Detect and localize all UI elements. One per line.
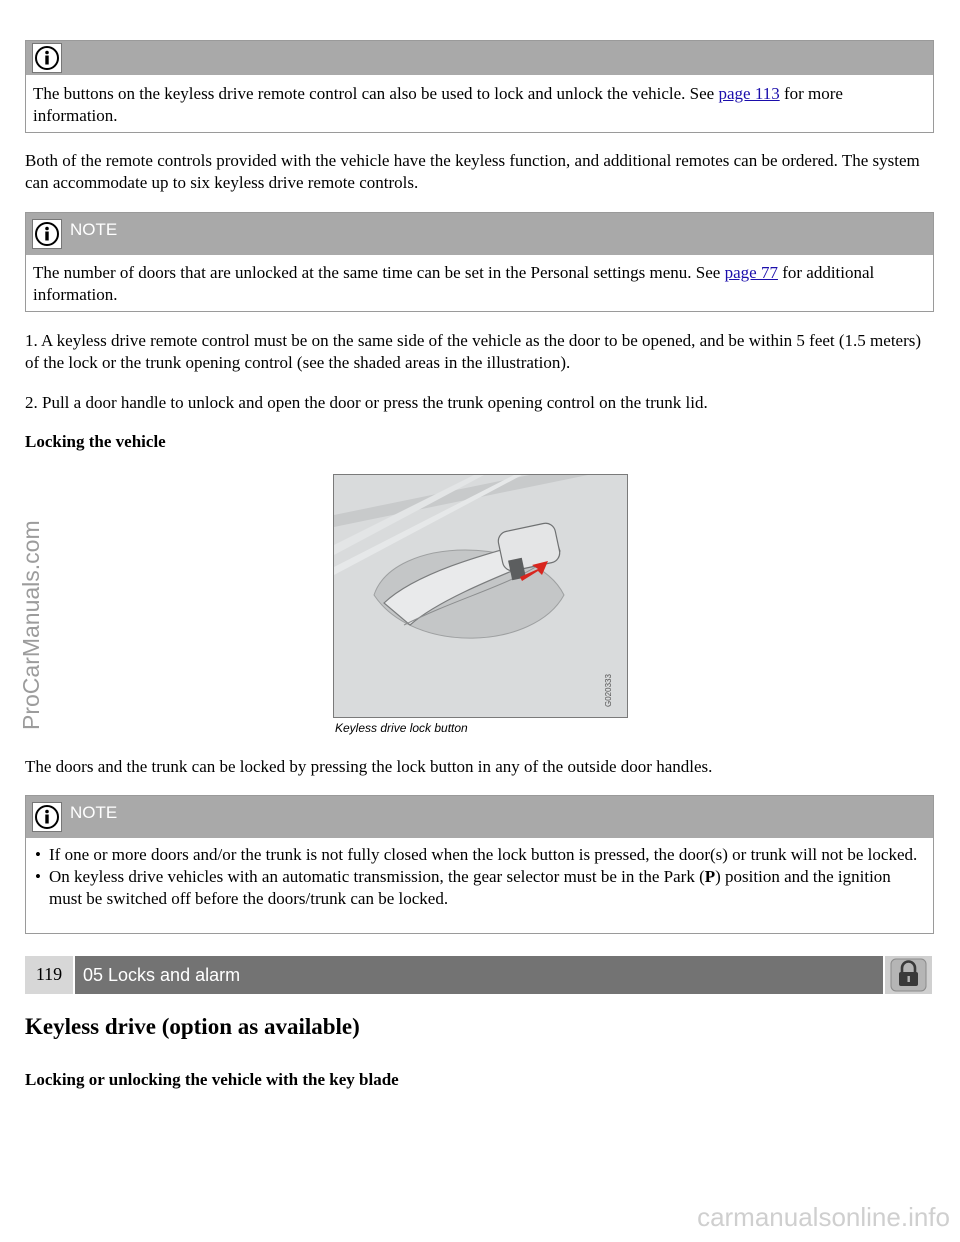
door-handle-illustration	[333, 474, 628, 718]
note-header-bar	[26, 41, 933, 75]
info-icon	[32, 219, 62, 249]
side-watermark: ProCarManuals.com	[18, 520, 44, 730]
info-icon	[32, 43, 62, 73]
note-text: for more information.	[33, 84, 843, 125]
footer-watermark: carmanualsonline.info	[697, 1202, 950, 1232]
list-item	[33, 866, 926, 910]
lock-icon	[885, 956, 932, 994]
park-letter: P	[704, 867, 716, 886]
note-body	[26, 75, 933, 133]
page-link[interactable]: page 77	[724, 263, 778, 282]
note-text: The buttons on the keyless drive remote control can also be used to lock and unlock the vehicle. See	[33, 84, 719, 103]
note-label: NOTE	[70, 803, 118, 822]
body-paragraph: The doors and the trunk can be locked by pressing the lock button in any of the outside door handles.	[25, 757, 713, 776]
step-1: 1. A keyless drive remote control must be on the same side of the vehicle as the door to be opened, and be within 5 feet (1.5 meters) of the lock or the trunk opening control (see the shaded areas in the illustration).	[25, 331, 922, 372]
section-title: Keyless drive (option as available)	[25, 1014, 360, 1039]
info-note-box	[25, 40, 934, 133]
bullet-text: If one or more doors and/or the trunk is not fully closed when the lock button is pressed, the door(s) or trunk will not be locked.	[49, 845, 918, 864]
bullet-text: ) position and the ignition must be switched off before the doors/trunk can be locked.	[49, 867, 891, 908]
subheading: Locking or unlocking the vehicle with the key blade	[25, 1070, 399, 1089]
note-box	[25, 795, 934, 934]
info-icon	[32, 802, 62, 832]
note-header-bar	[26, 213, 933, 255]
step-2: 2. Pull a door handle to unlock and open the door or press the trunk opening control on the trunk lid.	[25, 393, 708, 412]
note-text: for additional information.	[33, 263, 875, 304]
note-bullet-list	[33, 844, 926, 910]
note-header-bar	[26, 796, 933, 838]
page-number: 119	[25, 956, 73, 994]
list-item	[33, 844, 926, 866]
figure-caption: Keyless drive lock button	[335, 721, 468, 735]
bullet-text: On keyless drive vehicles with an automatic transmission, the gear selector must be in the Park (	[49, 867, 705, 886]
note-body	[26, 255, 933, 312]
chapter-bar	[25, 956, 932, 994]
note-body	[26, 838, 933, 916]
chapter-title: 05 Locks and alarm	[75, 956, 883, 994]
door-handle-drawing	[334, 475, 627, 717]
note-text: The number of doors that are unlocked at the same time can be set in the Personal settings menu. See	[33, 263, 725, 282]
page-link[interactable]: page 113	[718, 84, 780, 103]
figure-code: G020333	[604, 674, 613, 707]
locking-heading: Locking the vehicle	[25, 432, 166, 451]
body-paragraph: Both of the remote controls provided with the vehicle have the keyless function, and additional remotes can be ordered. The system can accommodate up to six keyless drive remote controls.	[25, 151, 920, 192]
note-box	[25, 212, 934, 312]
note-label: NOTE	[70, 220, 118, 239]
